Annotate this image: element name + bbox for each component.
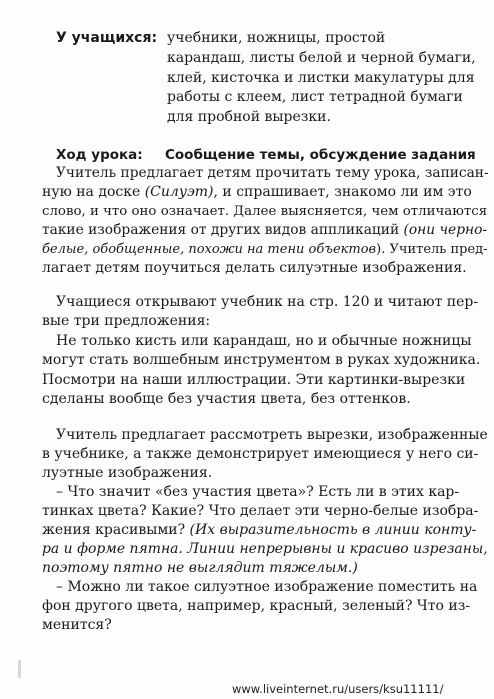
- lesson-topic: Сообщение темы, обсуждение задания: [165, 147, 476, 163]
- source-url: www.liveinternet.ru/users/ksu11111/: [232, 682, 444, 696]
- paragraph-line: Учитель предлагает детям прочитать тему урока, записан-: [56, 165, 489, 181]
- materials-line: для пробной вырезки.: [167, 109, 331, 125]
- paragraph-line: Учитель предлагает рассмотреть вырезки, изображенные: [56, 427, 488, 443]
- materials-line: работы с клеем, лист тетрадной бумаги: [167, 89, 463, 105]
- paragraph-line: лагает детям поучиться делать силуэтные изображения.: [42, 260, 467, 276]
- answer-line: ра и форме пятна. Линии непрерывны и красиво изрезаны,: [42, 541, 488, 557]
- scan-artifact: [18, 660, 21, 678]
- emphasis-text: (они черно-: [403, 222, 488, 238]
- question-line: фон другого цвета, например, красный, зеленый? Что из-: [42, 598, 471, 614]
- materials-label: У учащихся:: [56, 30, 158, 46]
- paragraph-line: в учебнике, а также демонстрирует имеющиеся у него си-: [42, 446, 479, 462]
- question-line: менится?: [42, 617, 112, 633]
- paragraph-line: такие изображения от других видов аппликаций (они черно-: [42, 222, 488, 238]
- emphasis-text: белые, обобщенные, похожи на тени объектов: [42, 242, 377, 257]
- question-line: жения красивыми? (Их выразительность в линии конту-: [42, 522, 477, 538]
- answer-text: (Их выразительность в линии конту-: [189, 522, 477, 538]
- materials-line: карандаш, листы белой и черной бумаги,: [167, 50, 476, 66]
- paragraph-line: вые три предложения:: [42, 313, 211, 329]
- paragraph-line: луэтные изображения.: [42, 465, 213, 481]
- materials-line: клей, кисточка и листки макулатуры для: [167, 70, 475, 86]
- paragraph-line: слово, и что оно означает. Далее выясняется, чем отличаются: [42, 204, 488, 219]
- question-line: тинках цвета? Какие? Что делает эти черно-белые изобра-: [42, 503, 479, 519]
- quote-line: могут стать волшебным инструментом в руках художника.: [42, 352, 481, 368]
- question-line: – Можно ли такое силуэтное изображение поместить на: [56, 579, 478, 595]
- answer-line: поэтому пятно не выглядит тяжелым.): [42, 560, 358, 576]
- lesson-label: Ход урока:: [56, 147, 143, 163]
- quote-line: сделаны вообще без участия цвета, без оттенков.: [42, 391, 411, 407]
- materials-line: учебники, ножницы, простой: [167, 30, 386, 46]
- question-line: – Что значит «без участия цвета»? Есть ли в этих кар-: [56, 484, 460, 500]
- quote-line: Не только кисть или карандаш, но и обычные ножницы: [56, 333, 472, 349]
- paragraph-line: ную на доске (Силуэт), и спрашивает, знакомо ли им это: [42, 184, 472, 200]
- paragraph-line: белые, обобщенные, похожи на тени объектов). Учитель пред-: [42, 242, 488, 257]
- paragraph-line: Учащиеся открывают учебник на стр. 120 и читают пер-: [56, 294, 479, 310]
- emphasis-text: (Силуэт): [144, 184, 214, 200]
- quote-line: Посмотри на наши иллюстрации. Эти картинки-вырезки: [42, 372, 466, 388]
